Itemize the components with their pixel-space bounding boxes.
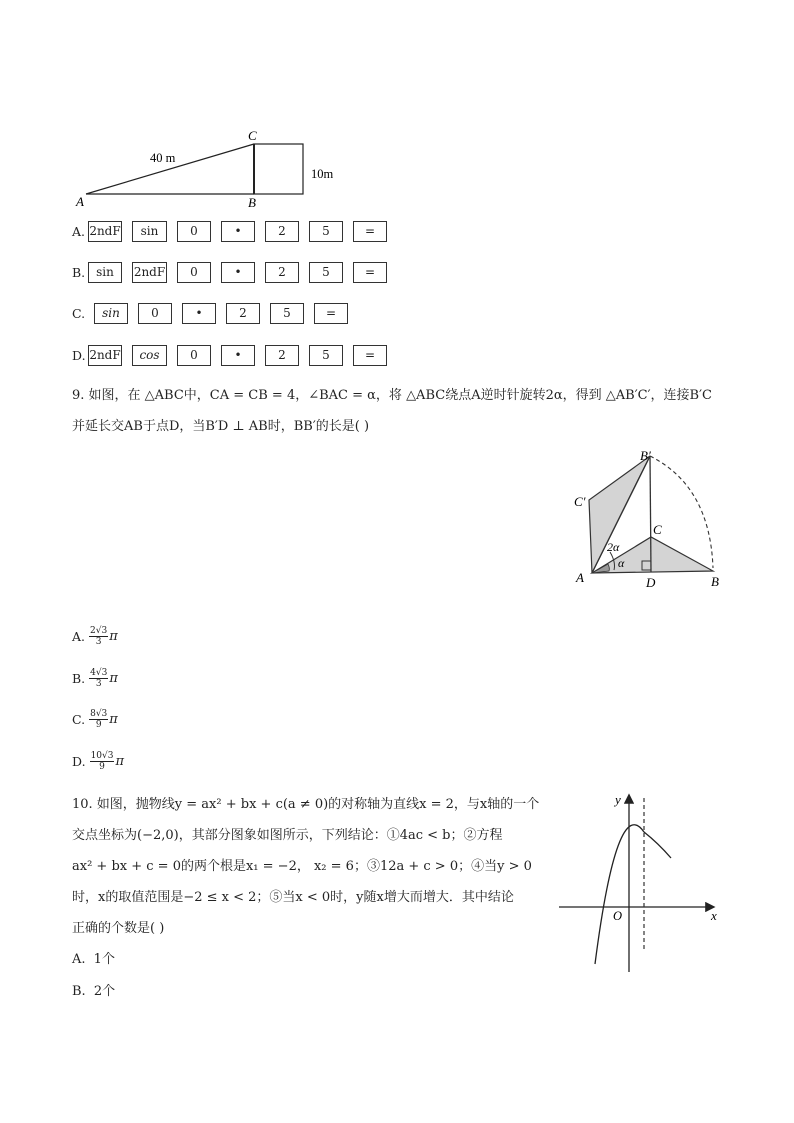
fraction-numerator: 2√3 xyxy=(90,626,108,636)
building-square xyxy=(254,144,303,194)
fraction-denominator: 9 xyxy=(95,720,102,730)
fraction-numerator: 8√3 xyxy=(90,709,108,719)
key-0: 0 xyxy=(177,221,211,242)
fraction xyxy=(90,751,115,772)
key-2: 2 xyxy=(265,262,299,283)
key-2ndf: 2ndF xyxy=(88,221,122,242)
fraction-denominator: 3 xyxy=(95,637,102,647)
key-dot: • xyxy=(182,303,216,324)
q8-option-a[interactable] xyxy=(72,219,397,243)
key-5: 5 xyxy=(270,303,304,324)
q9-option-a[interactable] xyxy=(72,626,118,647)
q10-stem-line-2: 交点坐标为(−2,0)，其部分图象如图所示，下列结论：①4ac < b；②方程 xyxy=(72,828,503,843)
key-0: 0 xyxy=(177,345,211,366)
q10-stem-line-4: 时，x的取值范围是−2 ≤ x < 2；⑤当x < 0时，y随x增大而增大．其中结论 xyxy=(72,890,514,905)
label-y: y xyxy=(615,792,621,807)
option-letter: B. xyxy=(72,671,86,686)
q9-stem-line-1: 9. 如图，在 △ABC中，CA = CB = 4，∠BAC = α，将 △ABC绕点A逆时针旋转2α，得到 △AB′C′，连接B′C xyxy=(72,388,713,403)
key-sin: sin xyxy=(94,303,128,324)
length-hyp-label: 40 m xyxy=(150,151,176,165)
key-dot: • xyxy=(221,345,255,366)
pi-symbol: π xyxy=(109,712,118,727)
q9-option-d[interactable] xyxy=(72,751,124,772)
q9-figure xyxy=(570,446,730,590)
q8-option-c[interactable] xyxy=(72,301,358,325)
length-side-label: 10m xyxy=(311,167,334,181)
key-2ndf: 2ndF xyxy=(132,262,167,283)
option-letter: D. xyxy=(72,754,86,769)
key-5: 5 xyxy=(309,262,343,283)
key-equals: = xyxy=(353,345,387,366)
q9-option-b[interactable] xyxy=(72,668,118,689)
label-b-prime: B′ xyxy=(640,448,651,463)
option-letter: A. xyxy=(72,629,86,644)
key-equals: = xyxy=(314,303,348,324)
key-equals: = xyxy=(353,221,387,242)
key-equals: = xyxy=(353,262,387,283)
parabola-curve xyxy=(595,825,671,964)
label-o: O xyxy=(613,909,623,923)
key-sin: sin xyxy=(88,262,122,283)
label-b: B xyxy=(248,195,256,210)
label-c: C xyxy=(653,522,662,537)
option-letter: B. xyxy=(72,984,86,999)
key-2ndf: 2ndF xyxy=(88,345,122,366)
q10-stem-line-5: 正确的个数是( ) xyxy=(72,921,165,936)
label-2alpha: 2α xyxy=(607,540,620,554)
q10-stem-line-3: ax² + bx + c = 0的两个根是x₁ = −2， x₂ = 6；③12a + c > 0；④当y > 0 xyxy=(72,859,532,874)
pi-symbol: π xyxy=(109,671,118,686)
fraction-numerator: 4√3 xyxy=(90,668,108,678)
key-2: 2 xyxy=(265,221,299,242)
option-text: 1个 xyxy=(93,952,115,967)
fraction xyxy=(89,668,108,689)
q10-option-a[interactable] xyxy=(72,948,115,967)
option-letter: A. xyxy=(72,952,86,967)
option-text: 2个 xyxy=(93,984,116,999)
label-c-prime: C′ xyxy=(574,494,586,509)
key-2: 2 xyxy=(226,303,260,324)
option-letter: C. xyxy=(72,305,86,321)
fraction-numerator: 10√3 xyxy=(90,751,114,761)
label-alpha: α xyxy=(618,556,625,570)
key-5: 5 xyxy=(309,345,343,366)
label-a: A xyxy=(76,194,84,209)
key-0: 0 xyxy=(177,262,211,283)
option-letter: C. xyxy=(72,712,86,727)
q10-option-b[interactable] xyxy=(72,980,115,999)
fraction-denominator: 9 xyxy=(99,762,105,772)
q10-parabola-figure xyxy=(555,788,730,978)
key-dot: • xyxy=(221,221,255,242)
label-d: D xyxy=(646,575,656,590)
key-sin: sin xyxy=(132,221,167,242)
label-x: x xyxy=(711,908,717,923)
option-letter: B. xyxy=(72,264,86,280)
label-c: C xyxy=(248,128,257,143)
pi-symbol: π xyxy=(115,754,125,769)
fraction xyxy=(89,626,108,647)
pi-symbol: π xyxy=(109,629,118,644)
key-0: 0 xyxy=(138,303,172,324)
fraction xyxy=(89,709,108,730)
option-letter: D. xyxy=(72,347,86,363)
q8-option-d[interactable] xyxy=(72,343,397,367)
label-a: A xyxy=(576,570,584,585)
q10-stem-line-1: 10. 如图，抛物线y = ax² + bx + c(a ≠ 0)的对称轴为直线x = 2，与x轴的一个 xyxy=(72,797,540,812)
option-letter: A. xyxy=(72,223,86,239)
key-5: 5 xyxy=(309,221,343,242)
key-2: 2 xyxy=(265,345,299,366)
fraction-denominator: 3 xyxy=(95,679,102,689)
q9-option-c[interactable] xyxy=(72,709,118,730)
q8-option-b[interactable] xyxy=(72,260,397,284)
label-b: B xyxy=(711,574,719,589)
key-dot: • xyxy=(221,262,255,283)
q9-stem-line-2: 并延长交AB于点D，当B′D ⊥ AB时，BB′的长是( ) xyxy=(72,419,370,434)
key-cos: cos xyxy=(132,345,167,366)
q8-figure xyxy=(70,128,350,212)
